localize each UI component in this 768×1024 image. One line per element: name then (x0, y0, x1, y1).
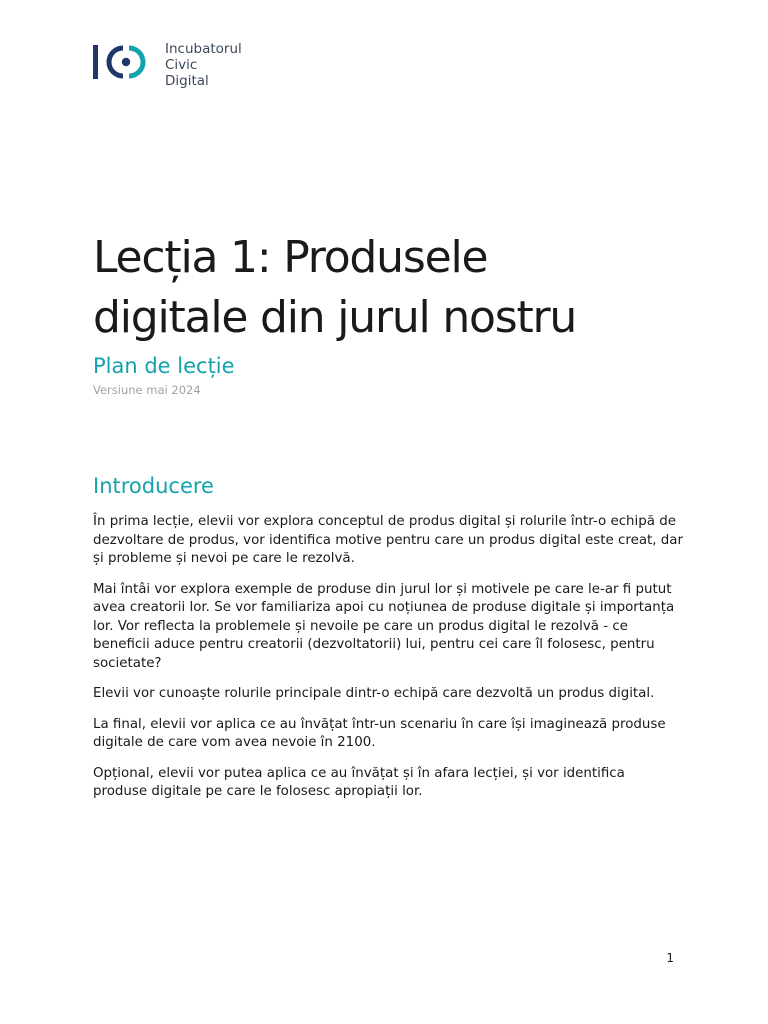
intro-paragraph: Opțional, elevii vor putea aplica ce au învățat și în afara lecției, și vor identifica produse digitale pe care le folosesc apropiații lor. (93, 765, 625, 799)
logo-line-civic: Civic (165, 57, 198, 73)
organization-logo (93, 42, 242, 89)
intro-paragraph: În prima lecție, elevii vor explora conceptul de produs digital și rolurile într-o echipă de dezvoltare de produs, vor identifica motive pentru care un produs digital este creat, dar și probleme și nevoi pe care le rezolvă. (93, 514, 683, 566)
logo-wordmark (165, 41, 242, 89)
intro-paragraph: Mai întâi vor explora exemple de produse din jurul lor și motivele pe care le-ar fi putut avea creatorii lor. Se vor familiariza apoi cu noțiunea de produse digitale și importanța lor. Vor reflecta la problemele și nevoile pe care un produs digital le rezolvă - ce beneficii aduce pentru creatorii (dezvoltatorii) lui, pentru cei care îl folosesc, pentru societate? (93, 581, 675, 671)
document-version: Versiune mai 2024 (93, 383, 201, 397)
logo-line-digital: Digital (165, 73, 209, 89)
intro-paragraph: La final, elevii vor aplica ce au învățat într-un scenariu în care își imaginează produse digitale de care vom avea nevoie în 2100. (93, 716, 666, 750)
document-title-line-2: digitale din jurul nostru (93, 292, 577, 343)
document-title (93, 228, 713, 348)
section-heading-introducere: Introducere (93, 474, 214, 498)
introduction-body (93, 513, 683, 814)
intro-paragraph: Elevii vor cunoaște rolurile principale dintr-o echipă care dezvoltă un produs digital. (93, 686, 655, 701)
icd-logo-icon (93, 42, 157, 82)
logo-line-incubatorul: Incubatorul (165, 41, 242, 57)
document-title-line-1: Lecția 1: Produsele (93, 232, 488, 283)
document-subtitle: Plan de lecție (93, 354, 235, 378)
page-number: 1 (666, 951, 674, 965)
